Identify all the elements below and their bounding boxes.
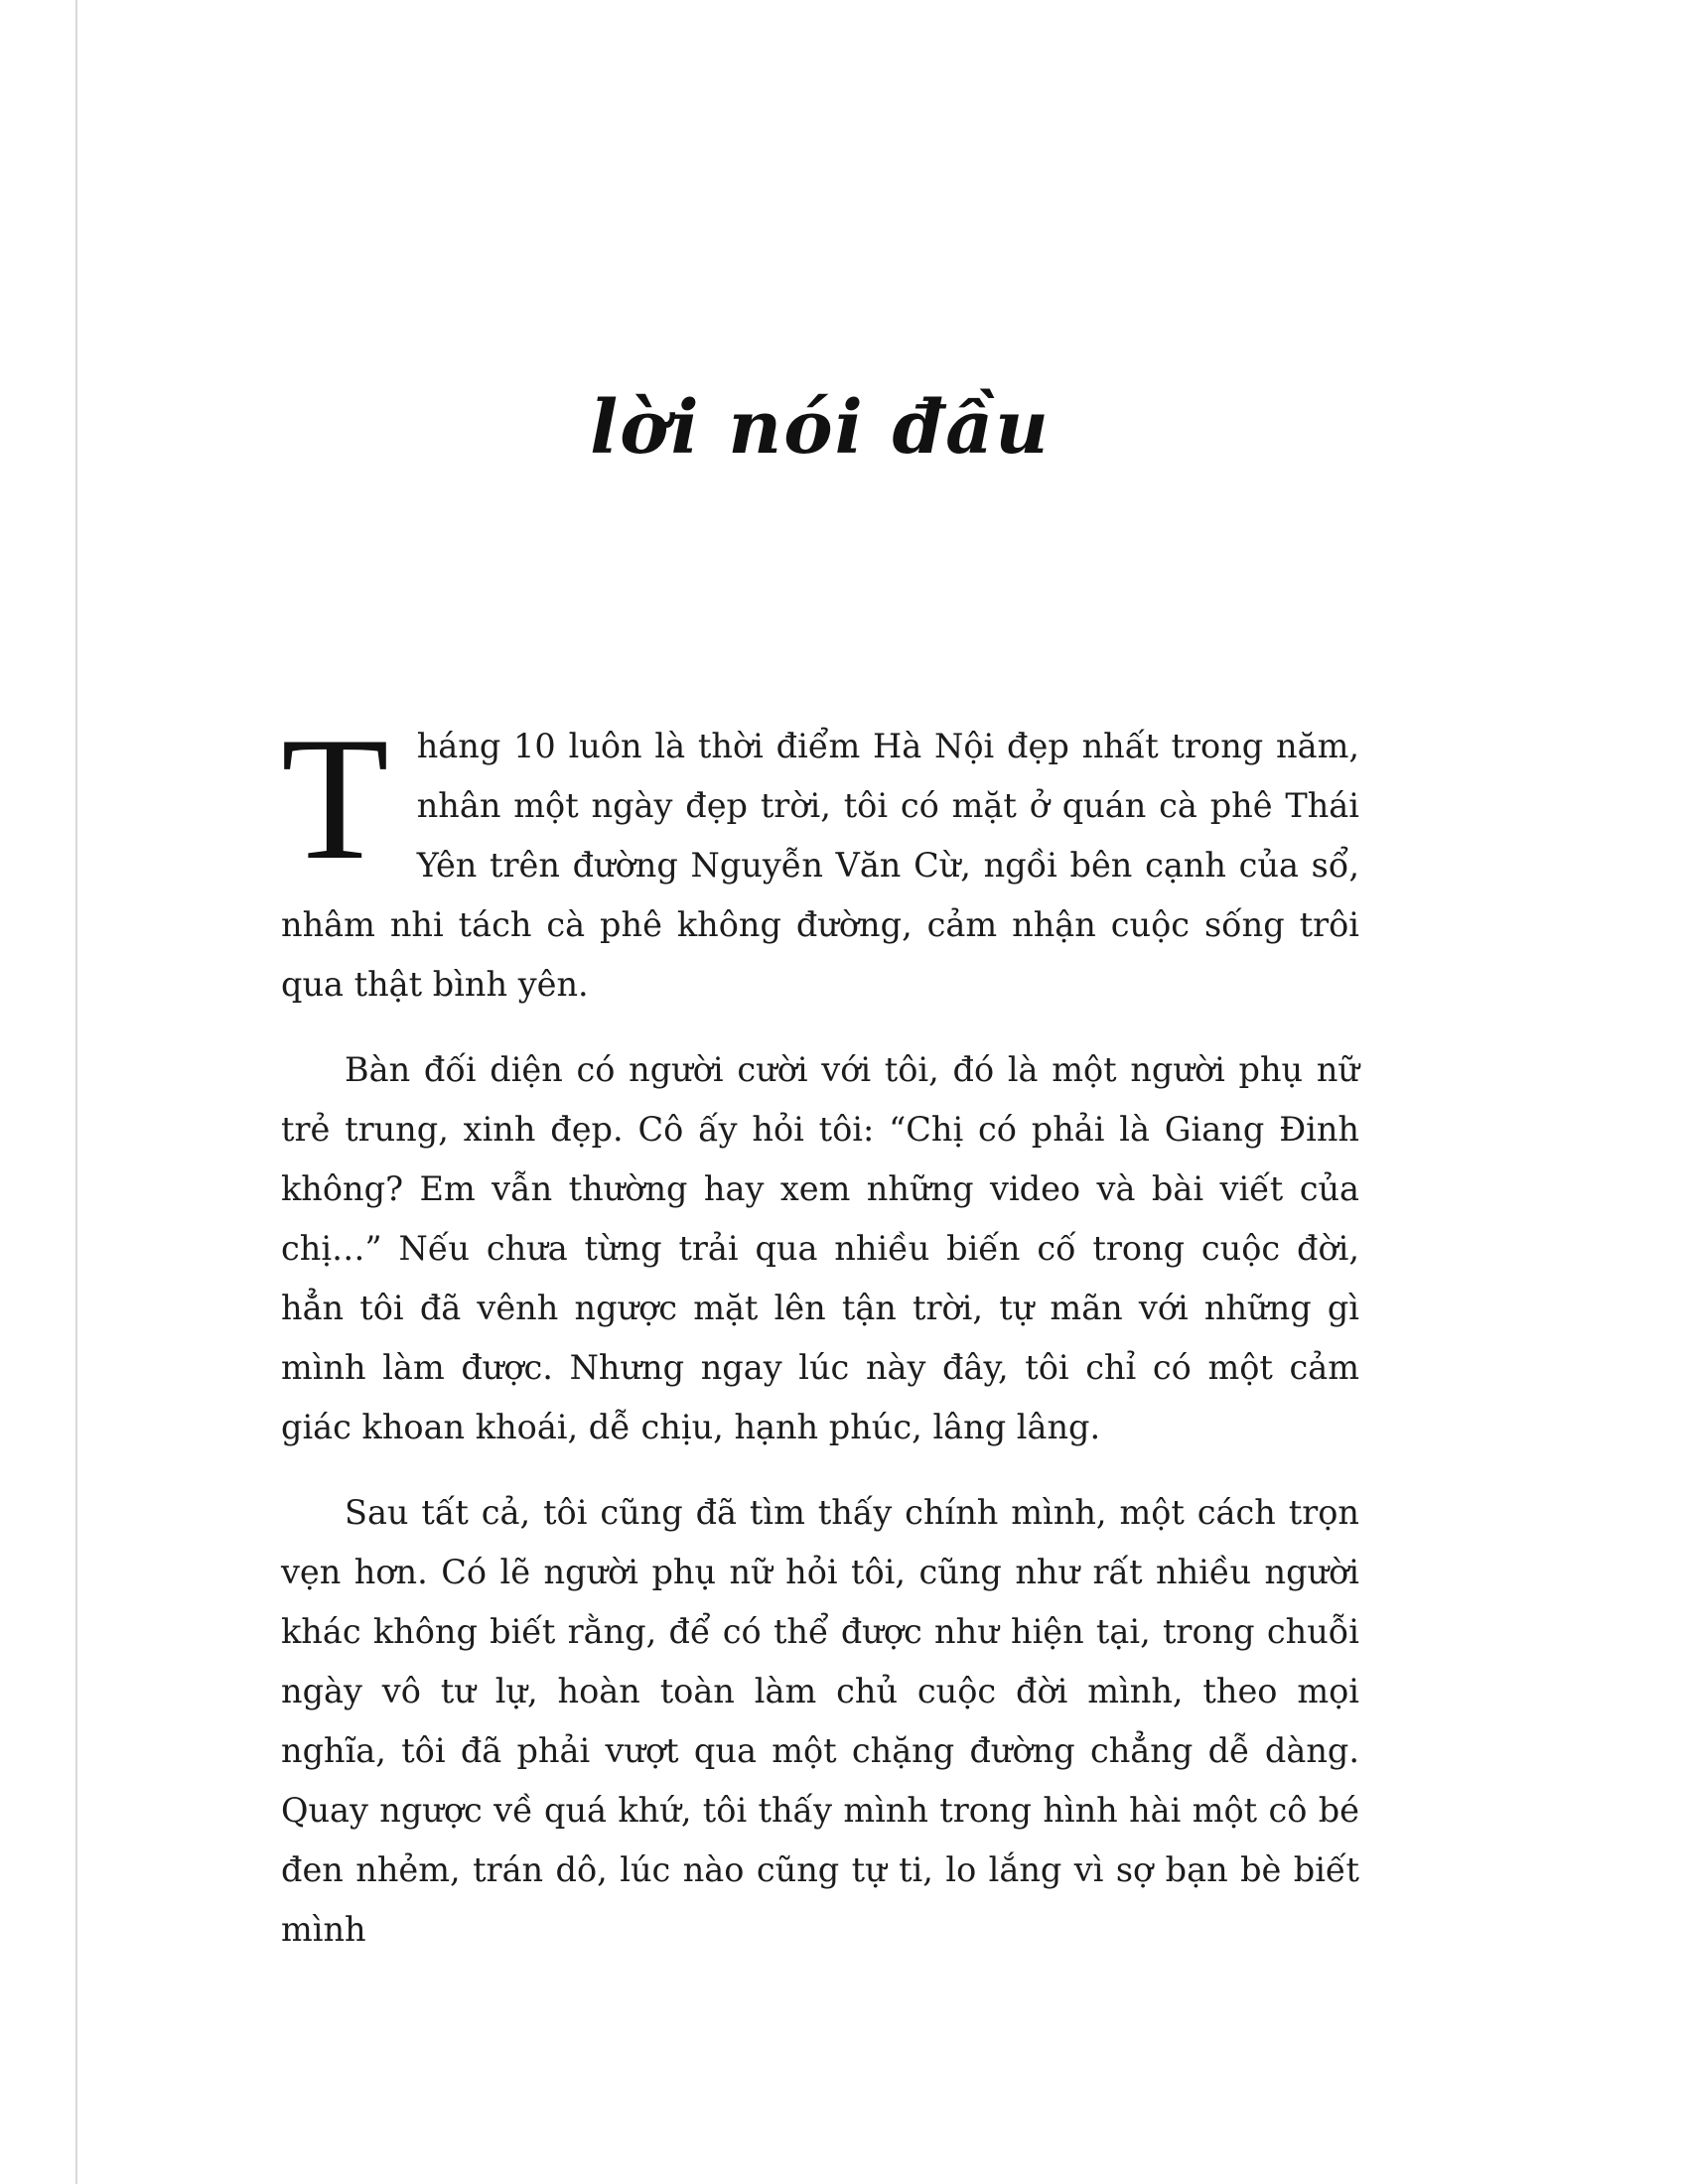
page-edge-line xyxy=(75,0,77,2184)
dropcap-letter: T xyxy=(281,700,389,896)
paragraph-1 xyxy=(281,700,1359,1015)
chapter-title: lời nói đầu xyxy=(590,385,1051,471)
body-text-block xyxy=(281,700,1359,1985)
paragraph-1-text: háng 10 luôn là thời điểm Hà Nội đẹp nhất trong năm, nhân một ngày đẹp trời, tôi có mặt ở quán cà phê Thái Yên trên đường Nguyễn Văn Cừ, ngồi bên cạnh của sổ, nhâm nhi tách cà phê không đường, cảm nhận cuộc sống trôi qua thật bình yên. xyxy=(281,727,1359,1004)
paragraph-2: Bàn đối diện có người cười với tôi, đó là một người phụ nữ trẻ trung, xinh đẹp. Cô ấy hỏi tôi: “Chị có phải là Giang Đinh không? Em vẫn thường hay xem những video và bài viết của chị…” Nếu chưa từng trải qua nhiều biến cố trong cuộc đời, hẳn tôi đã vênh ngược mặt lên tận trời, tự mãn với những gì mình làm được. Nhưng ngay lúc này đây, tôi chỉ có một cảm giác khoan khoái, dễ chịu, hạnh phúc, lâng lâng. xyxy=(281,1050,1359,1446)
paragraph-3: Sau tất cả, tôi cũng đã tìm thấy chính mình, một cách trọn vẹn hơn. Có lẽ người phụ nữ hỏi tôi, cũng như rất nhiều người khác không biết rằng, để có thể được như hiện tại, trong chuỗi ngày vô tư lự, hoàn toàn làm chủ cuộc đời mình, theo mọi nghĩa, tôi đã phải vượt qua một chặng đường chẳng dễ dàng. Quay ngược về quá khứ, tôi thấy mình trong hình hài một cô bé đen nhẻm, trán dô, lúc nào cũng tự ti, lo lắng vì sợ bạn bè biết mình xyxy=(281,1493,1359,1949)
